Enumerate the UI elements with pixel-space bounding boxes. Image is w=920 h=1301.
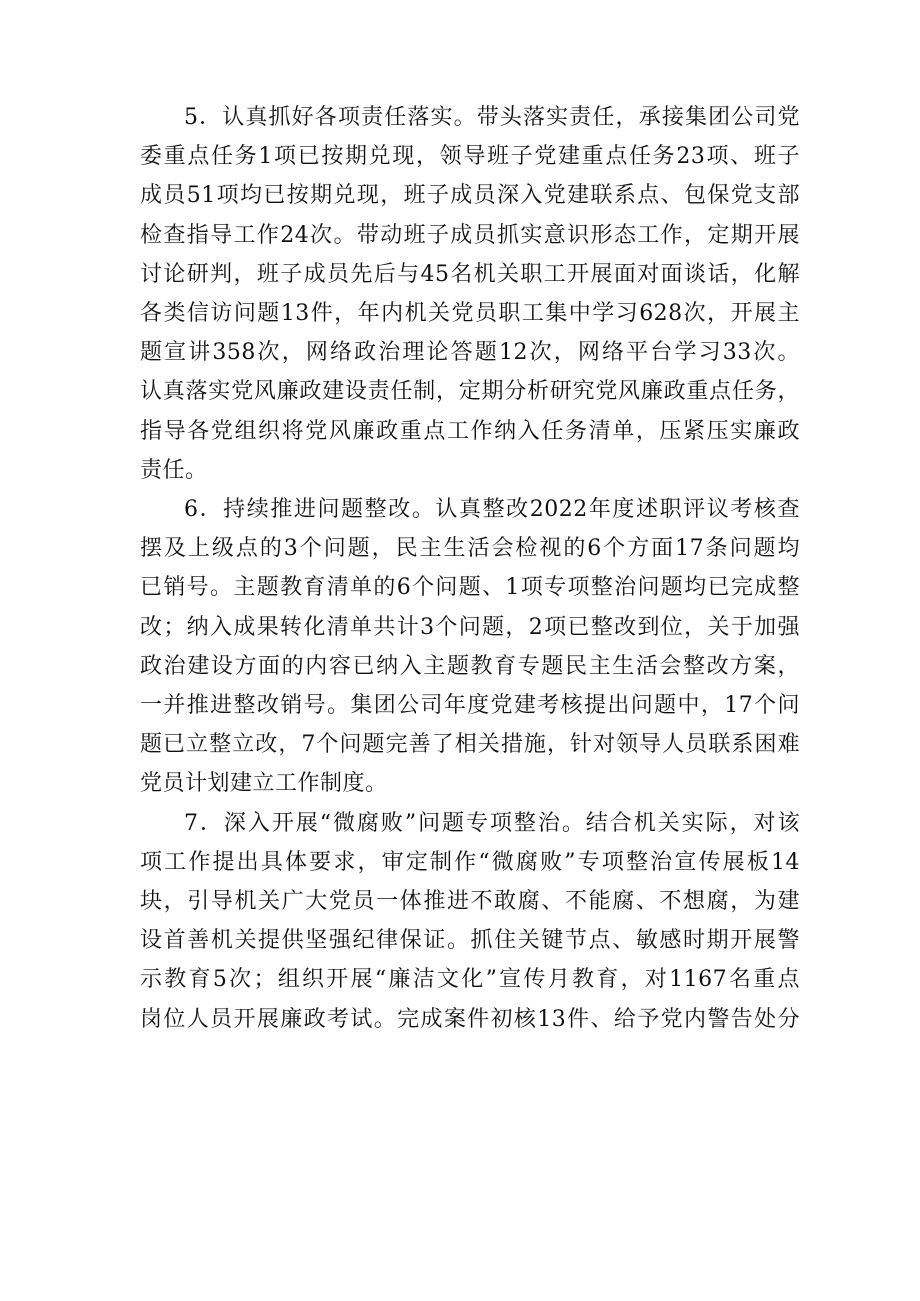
text-line: 岗位人员开展廉政考试。完成案件初核13件、给予党内警告处分 <box>140 1006 800 1032</box>
text-line: 题宣讲358次，网络政治理论答题12次，网络平台学习33次。 <box>140 340 800 366</box>
text-line: 责任。 <box>140 457 208 483</box>
text-line: 委重点任务1项已按期兑现，领导班子党建重点任务23项、班子 <box>140 144 800 170</box>
text-line: 认真落实党风廉政建设责任制，定期分析研究党风廉政重点任务， <box>140 379 800 405</box>
paragraph-6 <box>140 490 800 804</box>
text-line: 题已立整立改，7个问题完善了相关措施，针对领导人员联系困难 <box>140 732 800 758</box>
text-line: 检查指导工作24次。带动班子成员抓实意识形态工作，定期开展 <box>140 222 800 248</box>
paragraph-7 <box>140 804 800 1039</box>
document-body <box>140 98 800 1039</box>
text-line: 一并推进整改销号。集团公司年度党建考核提出问题中，17个问 <box>140 693 800 719</box>
text-line: 项工作提出具体要求，审定制作“微腐败”专项整治宣传展板14 <box>140 849 800 875</box>
text-line: 5．认真抓好各项责任落实。带头落实责任，承接集团公司党 <box>184 105 800 130</box>
text-line: 各类信访问题13件，年内机关党员职工集中学习628次，开展主 <box>140 301 800 327</box>
paragraph-5 <box>140 98 800 490</box>
text-line: 示教育5次；组织开展“廉洁文化”宣传月教育，对1167名重点 <box>140 967 800 993</box>
text-line: 块，引导机关广大党员一体推进不敢腐、不能腐、不想腐，为建 <box>140 889 800 915</box>
text-line: 6．持续推进问题整改。认真整改2022年度述职评议考核查 <box>184 497 800 523</box>
text-line: 7．深入开展“微腐败”问题专项整治。结合机关实际，对该 <box>184 810 800 836</box>
text-line: 设首善机关提供坚强纪律保证。抓住关键节点、敏感时期开展警 <box>140 928 800 954</box>
text-line: 讨论研判，班子成员先后与45名机关职工开展面对面谈话，化解 <box>140 261 800 287</box>
text-line: 摆及上级点的3个问题，民主生活会检视的6个方面17条问题均 <box>140 536 800 562</box>
text-line: 指导各党组织将党风廉政重点工作纳入任务清单，压紧压实廉政 <box>140 418 800 444</box>
text-line: 已销号。主题教育清单的6个问题、1项专项整治问题均已完成整 <box>140 575 800 601</box>
text-line: 党员计划建立工作制度。 <box>140 771 388 797</box>
text-line: 改；纳入成果转化清单共计3个问题，2项已整改到位，关于加强 <box>140 614 800 640</box>
text-line: 成员51项均已按期兑现，班子成员深入党建联系点、包保党支部 <box>140 183 800 209</box>
text-line: 政治建设方面的内容已纳入主题教育专题民主生活会整改方案， <box>140 653 800 679</box>
